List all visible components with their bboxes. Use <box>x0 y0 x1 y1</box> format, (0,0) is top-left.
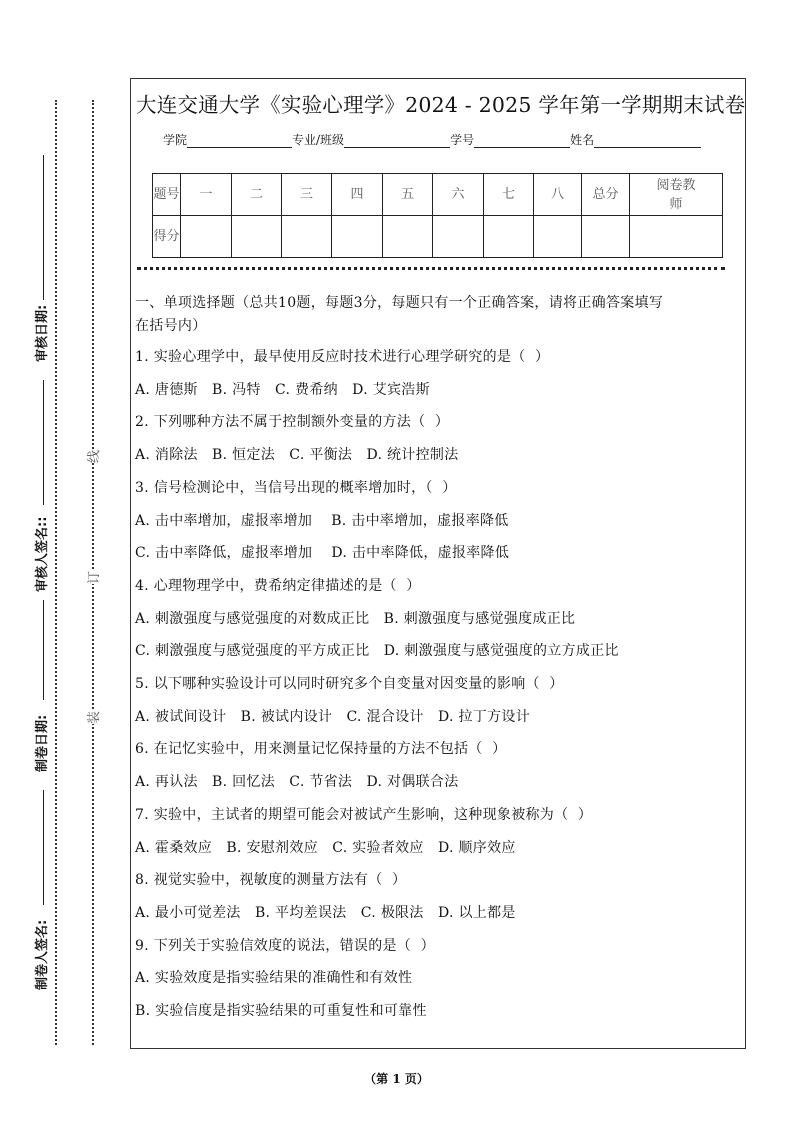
bind-word-xian: 线 <box>83 450 102 463</box>
score-cell[interactable] <box>534 216 582 258</box>
college-field[interactable] <box>187 133 292 148</box>
header-cell: 二 <box>232 174 282 216</box>
score-cell[interactable] <box>383 216 433 258</box>
row-label-question: 题号 <box>153 174 181 216</box>
answer-options: A. 再认法 B. 回忆法 C. 节省法 D. 对偶联合法 <box>135 774 459 791</box>
score-cell[interactable] <box>332 216 383 258</box>
score-table <box>152 173 723 258</box>
answer-options: A. 击中率增加，虚报率增加 B. 击中率增加，虚报率降低 <box>135 512 509 529</box>
review-date-label: 审核日期: <box>35 304 50 362</box>
id-label: 学号 <box>450 133 475 147</box>
question-stem: 8. 视觉实验中，视敏度的测量方法有（ ） <box>135 872 407 889</box>
score-cell[interactable] <box>282 216 332 258</box>
make-date-label: 制卷日期: <box>35 714 50 772</box>
header-cell: 阅卷教师 <box>630 174 723 216</box>
question-stem: 3. 信号检测论中，当信号出现的概率增加时，（ ） <box>135 479 457 496</box>
answer-options: A. 消除法 B. 恒定法 C. 平衡法 D. 统计控制法 <box>135 447 459 464</box>
score-cell[interactable] <box>181 216 232 258</box>
maker-label: 制卷人签名: <box>35 919 50 990</box>
reviewer-label: 审核人签名:: <box>35 516 50 592</box>
question-stem: 7. 实验中，主试者的期望可能会对被试产生影响，这种现象被称为（ ） <box>135 806 593 823</box>
header-cell: 一 <box>181 174 232 216</box>
header-cell: 七 <box>484 174 534 216</box>
question-stem: 6. 在记忆实验中，用来测量记忆保持量的方法不包括（ ） <box>135 741 507 758</box>
name-label: 姓名 <box>570 133 595 147</box>
answer-options: B. 实验信度是指实验结果的可重复性和可靠性 <box>135 1003 427 1019</box>
question-stem: 2. 下列哪种方法不属于控制额外变量的方法（ ） <box>135 414 450 431</box>
major-label: 专业/班级 <box>292 133 345 147</box>
student-id-field[interactable] <box>474 133 570 148</box>
major-field[interactable] <box>344 133 450 148</box>
question-stem: 1. 实验心理学中，最早使用反应时技术进行心理学研究的是（ ） <box>135 349 550 365</box>
bind-word-ding: 订 <box>83 571 102 584</box>
dotted-separator <box>137 267 725 270</box>
header-cell: 四 <box>332 174 383 216</box>
question-stem: 5. 以下哪种实验设计可以同时研究多个自变量对因变量的影响（ ） <box>135 676 564 692</box>
answer-options: A. 霍桑效应 B. 安慰剂效应 C. 实验者效应 D. 顺序效应 <box>135 839 516 856</box>
header-cell: 总分 <box>582 174 630 216</box>
review-date-line <box>43 155 44 300</box>
header-cell: 六 <box>433 174 484 216</box>
section-header: 一、单项选择题（总共10题，每题3分，每题只有一个正确答案，请将正确答案填写 <box>135 295 664 311</box>
name-field[interactable] <box>594 133 701 148</box>
answer-options: C. 击中率降低，虚报率增加 D. 击中率降低，虚报率降低 <box>135 545 510 562</box>
maker-line <box>43 790 44 905</box>
make-date-line <box>43 600 44 700</box>
exam-title: 大连交通大学《实验心理学》2024 - 2025 学年第一学期期末试卷 <box>136 93 746 117</box>
score-cell[interactable] <box>582 216 630 258</box>
header-cell: 八 <box>534 174 582 216</box>
answer-options: A. 唐德斯 B. 冯特 C. 费希纳 D. 艾宾浩斯 <box>135 381 430 398</box>
college-label: 学院 <box>163 133 188 147</box>
bind-word-zhuang: 装 <box>83 711 102 724</box>
score-cell[interactable] <box>630 216 723 258</box>
dotted-line-outer <box>55 100 57 1045</box>
question-stem: 4. 心理物理学中，费希纳定律描述的是（ ） <box>135 577 421 594</box>
answer-options: A. 刺激强度与感觉强度的对数成正比 B. 刺激强度与感觉强度成正比 <box>135 610 576 627</box>
answer-options: C. 刺激强度与感觉强度的平方成正比 D. 刺激强度与感觉强度的立方成正比 <box>135 643 619 660</box>
score-cell[interactable] <box>433 216 484 258</box>
page-number: （第 1 页） <box>364 1072 429 1086</box>
question-stem: 9. 下列关于实验信效度的说法，错误的是（ ） <box>135 937 435 954</box>
answer-options: A. 最小可觉差法 B. 平均差误法 C. 极限法 D. 以上都是 <box>135 904 516 921</box>
section-header-cont: 在括号内） <box>135 318 207 334</box>
header-cell: 三 <box>282 174 332 216</box>
info-row <box>163 131 701 148</box>
score-cell[interactable] <box>484 216 534 258</box>
answer-options: A. 被试间设计 B. 被试内设计 C. 混合设计 D. 拉丁方设计 <box>135 708 530 725</box>
score-cell[interactable] <box>232 216 282 258</box>
header-cell: 五 <box>383 174 433 216</box>
answer-options: A. 实验效度是指实验结果的准确性和有效性 <box>135 970 413 987</box>
reviewer-line <box>43 380 44 505</box>
row-label-score: 得分 <box>153 216 181 258</box>
